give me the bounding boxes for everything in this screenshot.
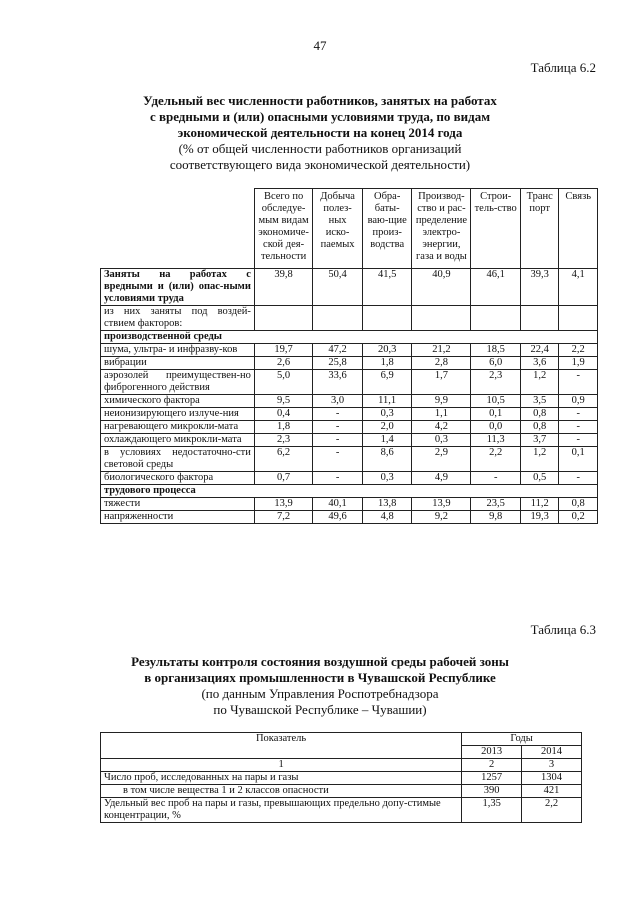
value-cell (313, 306, 363, 331)
page-number: 47 (313, 38, 327, 53)
table-6-3-title (60, 654, 580, 718)
value-cell: - (559, 370, 598, 395)
row-label: Удельный вес проб на пары и газы, превышающих предельно допу-стимые концентрации, % (101, 798, 462, 823)
value-cell: - (559, 472, 598, 485)
value-cell: 0,2 (559, 511, 598, 524)
value-cell (412, 306, 471, 331)
value-cell: 20,3 (362, 344, 412, 357)
value-cell: 1,2 (520, 370, 558, 395)
value-cell: 9,9 (412, 395, 471, 408)
value-cell: 11,1 (362, 395, 412, 408)
value-cell: 9,2 (412, 511, 471, 524)
value-cell: 1,2 (520, 447, 558, 472)
header-year-2014: 2014 (522, 746, 582, 759)
value-cell: 6,0 (471, 357, 521, 370)
row-label: аэрозолей преимуществен-но фиброгенного действия (101, 370, 255, 395)
value-cell: 3,0 (313, 395, 363, 408)
value-cell: 0,8 (520, 408, 558, 421)
value-cell: 49,6 (313, 511, 363, 524)
table-row (101, 370, 598, 395)
value-2013: 390 (462, 785, 522, 798)
row-label: в условиях недостаточно-сти световой среды (101, 447, 255, 472)
value-cell: 3,7 (520, 434, 558, 447)
value-cell: 0,3 (362, 472, 412, 485)
value-cell: 0,9 (559, 395, 598, 408)
value-cell: - (559, 408, 598, 421)
value-cell: - (559, 434, 598, 447)
value-cell: 2,3 (471, 370, 521, 395)
table-row (101, 434, 598, 447)
value-cell: 10,5 (471, 395, 521, 408)
value-cell: - (313, 421, 363, 434)
value-cell: 9,5 (254, 395, 312, 408)
row-label: напряженности (101, 511, 255, 524)
value-cell: 4,1 (559, 269, 598, 306)
value-cell: 2,6 (254, 357, 312, 370)
value-cell: - (313, 472, 363, 485)
header-manufacturing: Обра-баты-ваю-щие произ-водства (362, 189, 412, 269)
header-blank (101, 189, 255, 269)
value-cell: 6,2 (254, 447, 312, 472)
table-row (101, 447, 598, 472)
table-row (101, 798, 582, 823)
row-label: биологического фактора (101, 472, 255, 485)
value-cell: 2,2 (559, 344, 598, 357)
value-cell (471, 306, 521, 331)
table-row (101, 498, 598, 511)
row-label: производственной среды (101, 331, 255, 344)
value-cell: 0,8 (559, 498, 598, 511)
title-line: Удельный вес численности работников, занятых на работах (143, 93, 497, 108)
row-label: вибрации (101, 357, 255, 370)
table-6-2-title (60, 93, 580, 173)
table-row (101, 421, 598, 434)
column-number: 1 (101, 759, 462, 772)
value-cell: 39,8 (254, 269, 312, 306)
value-cell: 0,8 (520, 421, 558, 434)
value-cell: 0,1 (471, 408, 521, 421)
value-cell (362, 306, 412, 331)
subtitle-line: соответствующего вида экономической деятельности) (169, 157, 471, 172)
value-cell: 1,4 (362, 434, 412, 447)
value-cell: - (559, 421, 598, 434)
value-cell: 13,9 (412, 498, 471, 511)
value-2013: 1,35 (462, 798, 522, 823)
column-number: 3 (522, 759, 582, 772)
value-cell: 1,1 (412, 408, 471, 421)
row-label: Число проб, исследованных на пары и газы (101, 772, 462, 785)
value-cell: 25,8 (313, 357, 363, 370)
header-construction: Строи-тель-ство (471, 189, 521, 269)
value-cell: 0,3 (362, 408, 412, 421)
row-label: из них заняты под воздей-ствием факторов: (101, 306, 255, 331)
value-cell: 50,4 (313, 269, 363, 306)
value-cell: 23,5 (471, 498, 521, 511)
header-total: Всего по обследуе-мым видам экономиче-ской дея-тельности (254, 189, 312, 269)
value-cell: 33,6 (313, 370, 363, 395)
header-communication: Связь (559, 189, 598, 269)
table-row (101, 772, 582, 785)
row-label: химического фактора (101, 395, 255, 408)
value-cell: 9,8 (471, 511, 521, 524)
value-cell: - (313, 447, 363, 472)
value-cell: 40,1 (313, 498, 363, 511)
subtitle-line: (по данным Управления Роспотребнадзора (201, 686, 439, 701)
table-6-3-label: Таблица 6.3 (530, 622, 596, 637)
value-cell: 22,4 (520, 344, 558, 357)
value-2013: 1257 (462, 772, 522, 785)
table-row (101, 306, 598, 331)
value-cell: 13,8 (362, 498, 412, 511)
table-row (101, 408, 598, 421)
table-row (101, 485, 598, 498)
value-cell: 11,3 (471, 434, 521, 447)
value-cell: 19,3 (520, 511, 558, 524)
value-cell: 40,9 (412, 269, 471, 306)
value-cell (254, 306, 312, 331)
value-cell: 2,8 (412, 357, 471, 370)
table-row (101, 511, 598, 524)
value-cell: 4,8 (362, 511, 412, 524)
value-cell: 8,6 (362, 447, 412, 472)
value-cell: 0,7 (254, 472, 312, 485)
table-6-2-label: Таблица 6.2 (530, 60, 596, 75)
header-energy: Производ-ство и рас-пределение электро-энергии, газа и воды (412, 189, 471, 269)
value-cell: 0,4 (254, 408, 312, 421)
value-cell: 7,2 (254, 511, 312, 524)
value-cell: 3,6 (520, 357, 558, 370)
value-cell: 2,0 (362, 421, 412, 434)
header-transport: Транс порт (520, 189, 558, 269)
value-2014: 1304 (522, 772, 582, 785)
table-row (101, 344, 598, 357)
subtitle-line: по Чувашской Республике – Чувашии) (213, 702, 427, 717)
title-line: с вредными и (или) опасными условиями труда, по видам (149, 109, 491, 124)
value-cell (559, 306, 598, 331)
row-label: охлаждающего микрокли-мата (101, 434, 255, 447)
header-indicator: Показатель (101, 733, 462, 759)
value-cell: 5,0 (254, 370, 312, 395)
section-spacer (254, 331, 597, 344)
header-year-2013: 2013 (462, 746, 522, 759)
row-label: трудового процесса (101, 485, 255, 498)
value-cell: 21,2 (412, 344, 471, 357)
header-years: Годы (462, 733, 582, 746)
value-cell: 2,3 (254, 434, 312, 447)
value-cell: - (471, 472, 521, 485)
value-2014: 421 (522, 785, 582, 798)
table-row (101, 331, 598, 344)
value-cell: 11,2 (520, 498, 558, 511)
value-cell: 1,7 (412, 370, 471, 395)
subtitle-line: (% от общей численности работников организаций (178, 141, 462, 156)
row-label: шума, ультра- и инфразву-ков (101, 344, 255, 357)
value-cell: 1,8 (254, 421, 312, 434)
value-cell: 4,2 (412, 421, 471, 434)
value-cell: 0,5 (520, 472, 558, 485)
row-label: неионизирующего излуче-ния (101, 408, 255, 421)
title-line: в организациях промышленности в Чувашской Республике (144, 670, 496, 685)
value-cell: 46,1 (471, 269, 521, 306)
value-cell: 3,5 (520, 395, 558, 408)
table-row (101, 472, 598, 485)
value-cell: - (313, 434, 363, 447)
value-cell: - (313, 408, 363, 421)
value-cell: 0,1 (559, 447, 598, 472)
title-line: экономической деятельности на конец 2014 года (177, 125, 463, 140)
value-cell: 47,2 (313, 344, 363, 357)
row-label: тяжести (101, 498, 255, 511)
value-cell: 0,3 (412, 434, 471, 447)
row-label: в том числе вещества 1 и 2 классов опасности (101, 785, 462, 798)
row-label: Заняты на работах с вредными и (или) опас-ными условиями труда (101, 269, 255, 306)
value-cell (520, 306, 558, 331)
header-mining: Добыча полез-ных иско-паемых (313, 189, 363, 269)
table-row (101, 357, 598, 370)
section-spacer (254, 485, 597, 498)
value-cell: 2,2 (471, 447, 521, 472)
value-cell: 4,9 (412, 472, 471, 485)
title-line: Результаты контроля состояния воздушной среды рабочей зоны (131, 654, 509, 669)
value-cell: 19,7 (254, 344, 312, 357)
row-label: нагревающего микрокли-мата (101, 421, 255, 434)
table-row (101, 395, 598, 408)
value-cell: 39,3 (520, 269, 558, 306)
value-cell: 2,9 (412, 447, 471, 472)
value-cell: 1,8 (362, 357, 412, 370)
table-row (101, 269, 598, 306)
table-6-2 (100, 188, 598, 524)
value-cell: 6,9 (362, 370, 412, 395)
value-2014: 2,2 (522, 798, 582, 823)
table-6-3 (100, 732, 582, 823)
value-cell: 18,5 (471, 344, 521, 357)
value-cell: 41,5 (362, 269, 412, 306)
value-cell: 13,9 (254, 498, 312, 511)
table-row (101, 785, 582, 798)
value-cell: 0,0 (471, 421, 521, 434)
value-cell: 1,9 (559, 357, 598, 370)
column-number: 2 (462, 759, 522, 772)
